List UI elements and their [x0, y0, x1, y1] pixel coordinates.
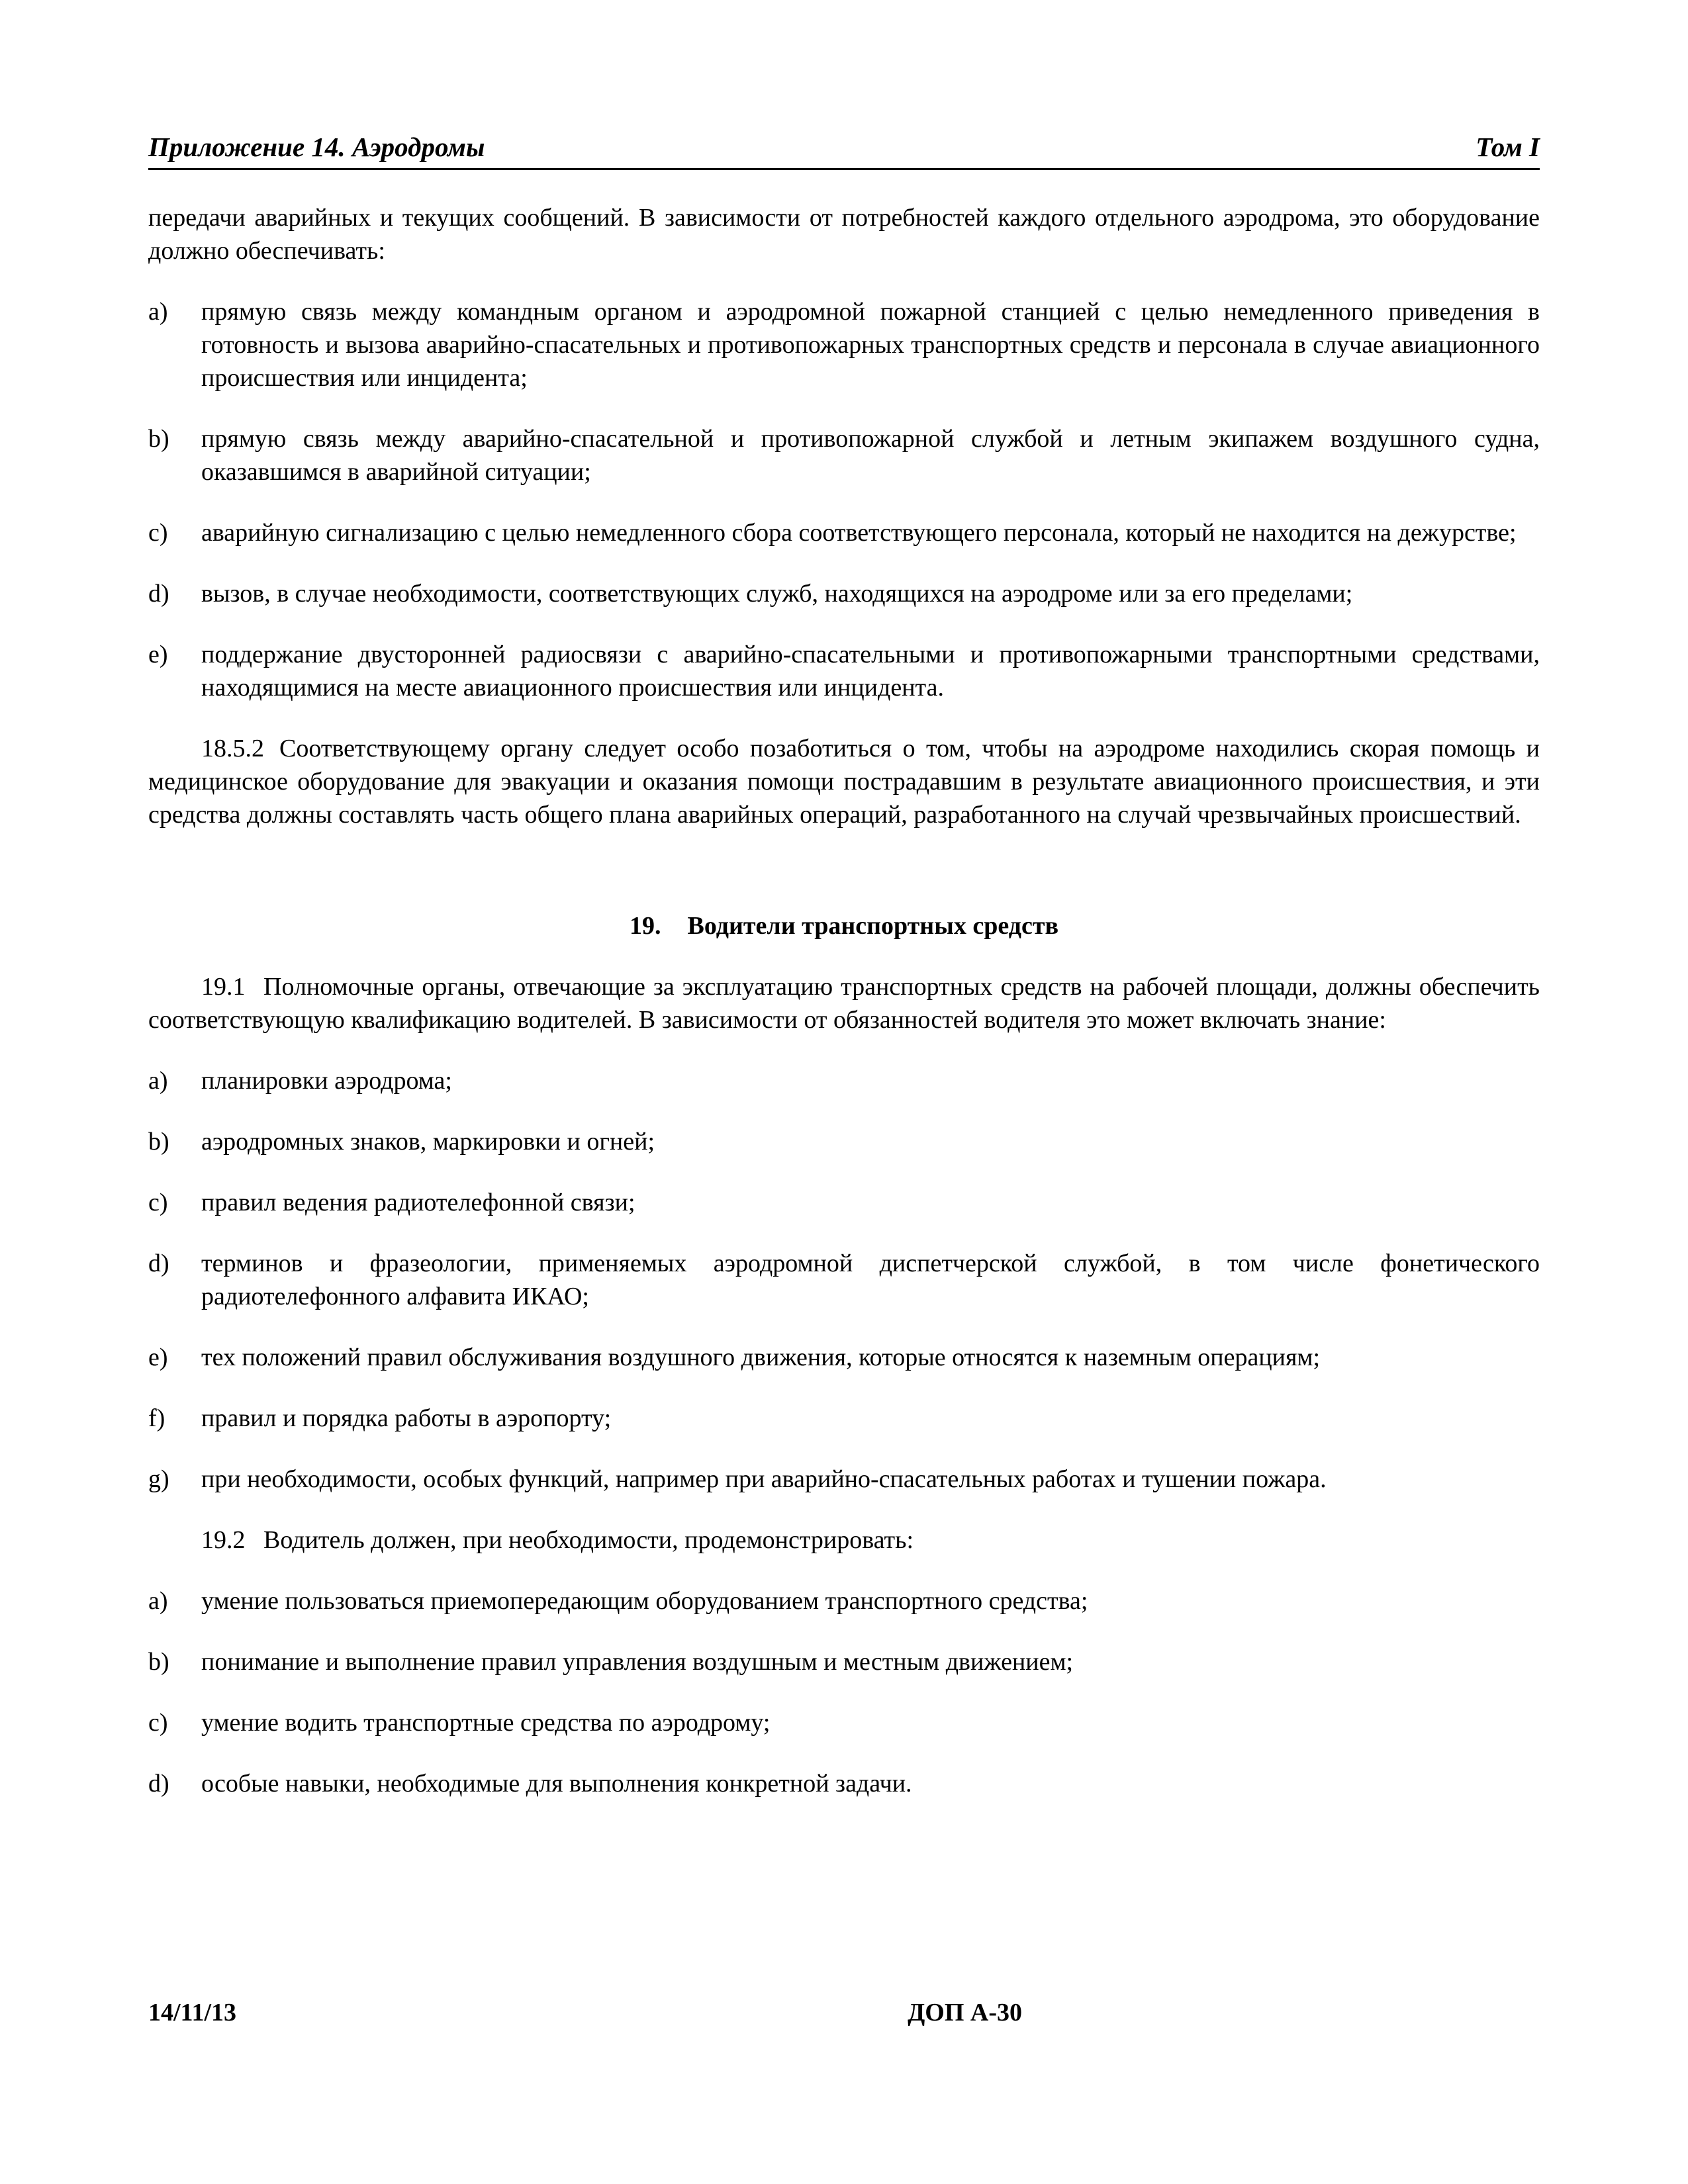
paragraph-19-2	[148, 1524, 1540, 1557]
paragraph-number: 19.1	[201, 973, 246, 1001]
list2-item	[148, 1463, 1540, 1496]
list-text: при необходимости, особых функций, например при аварийно-спасательных работах и тушении пожара.	[201, 1465, 1327, 1493]
list2-item	[148, 1402, 1540, 1435]
list2-item	[148, 1341, 1540, 1374]
list-text: терминов и фразеологии, применяемых аэродромной диспетчерской службой, в том числе фонетического радиотелефонного алфавита ИКАО;	[201, 1250, 1540, 1310]
list-text: умение пользоваться приемопередающим оборудованием транспортного средства;	[201, 1587, 1088, 1615]
list-marker: e)	[148, 1343, 168, 1371]
intro-paragraph: передачи аварийных и текущих сообщений. В зависимости от потребностей каждого отдельного аэродрома, это оборудование должно обеспечивать:	[148, 204, 1540, 265]
section-number: 19.	[629, 912, 661, 940]
section-title: Водители транспортных средств	[687, 912, 1059, 940]
list-text: вызов, в случае необходимости, соответствующих служб, находящихся на аэродроме или за его пределами;	[201, 580, 1353, 608]
list-text: аэродромных знаков, маркировки и огней;	[201, 1128, 655, 1156]
list1-item	[148, 516, 1540, 549]
paragraph-text: Водитель должен, при необходимости, продемонстрировать:	[263, 1526, 914, 1554]
list-text: правил и порядка работы в аэропорту;	[201, 1404, 612, 1432]
paragraph-text: Соответствующему органу следует особо позаботиться о том, чтобы на аэродроме находились скорая помощь и медицинское оборудование для эвакуации и оказания помощи пострадавшим в результате авиационного происшествия, и эти средства должны составлять часть общего плана аварийных операций, разработанного на случай чрезвычайных происшествий.	[148, 735, 1540, 829]
list-marker: c)	[148, 1709, 168, 1737]
list-marker: c)	[148, 519, 168, 547]
list3-item	[148, 1645, 1540, 1678]
page-header	[148, 130, 1540, 170]
header-title: Приложение 14. Аэродромы	[148, 132, 485, 162]
list1-item	[148, 295, 1540, 394]
list-marker: a)	[148, 1587, 168, 1615]
paragraph-19-1	[148, 970, 1540, 1036]
paragraph-text: Полномочные органы, отвечающие за эксплуатацию транспортных средств на рабочей площади, должны обеспечить соответствующую квалификацию водителей. В зависимости от обязанностей водителя это может включать знание:	[148, 973, 1540, 1034]
list-marker: d)	[148, 1770, 169, 1797]
list-marker: a)	[148, 1067, 168, 1095]
list-text: аварийную сигнализацию с целью немедленного сбора соответствующего персонала, который не находится на дежурстве;	[201, 519, 1517, 547]
list-text: понимание и выполнение правил управления воздушным и местным движением;	[201, 1648, 1074, 1676]
footer-page-number: ДОП А-30	[908, 1999, 1022, 2026]
list2-item	[148, 1247, 1540, 1313]
list1-item	[148, 422, 1540, 488]
page-content	[148, 201, 1540, 1800]
list-marker: b)	[148, 425, 169, 453]
list1-item	[148, 577, 1540, 610]
list-marker: d)	[148, 1250, 169, 1277]
list-marker: d)	[148, 580, 169, 608]
section-heading	[148, 909, 1540, 942]
list-marker: e)	[148, 641, 168, 668]
list-text: планировки аэродрома;	[201, 1067, 452, 1095]
list-text: особые навыки, необходимые для выполнения конкретной задачи.	[201, 1770, 912, 1797]
list-text: умение водить транспортные средства по аэродрому;	[201, 1709, 771, 1737]
list3-item	[148, 1767, 1540, 1800]
list-text: поддержание двусторонней радиосвязи с аварийно-спасательными и противопожарными транспортными средствами, находящимися на месте авиационного происшествия или инцидента.	[201, 641, 1540, 702]
paragraph-number: 18.5.2	[201, 735, 264, 762]
list-marker: a)	[148, 298, 168, 326]
list-marker: f)	[148, 1404, 165, 1432]
list1-item	[148, 638, 1540, 704]
paragraph-number: 19.2	[201, 1526, 246, 1554]
list2-item	[148, 1125, 1540, 1158]
list-text: прямую связь между командным органом и аэродромной пожарной станцией с целью немедленного приведения в готовность и вызова аварийно-спасательных и противопожарных транспортных средств и персонала в случае авиационного происшествия или инцидента;	[201, 298, 1540, 392]
list-marker: b)	[148, 1648, 169, 1676]
list2-item	[148, 1064, 1540, 1097]
list-text: правил ведения радиотелефонной связи;	[201, 1189, 635, 1216]
list-marker: g)	[148, 1465, 169, 1493]
paragraph-18-5-2	[148, 732, 1540, 831]
list-marker: b)	[148, 1128, 169, 1156]
list3-item	[148, 1706, 1540, 1739]
header-volume: Том I	[1476, 132, 1540, 162]
list-text: прямую связь между аварийно-спасательной и противопожарной службой и летным экипажем воздушного судна, оказавшимся в аварийной ситуации;	[201, 425, 1540, 486]
footer-date: 14/11/13	[148, 1999, 237, 2026]
list-marker: c)	[148, 1189, 168, 1216]
list3-item	[148, 1584, 1540, 1617]
list2-item	[148, 1186, 1540, 1219]
list-text: тех положений правил обслуживания воздушного движения, которые относятся к наземным операциям;	[201, 1343, 1321, 1371]
